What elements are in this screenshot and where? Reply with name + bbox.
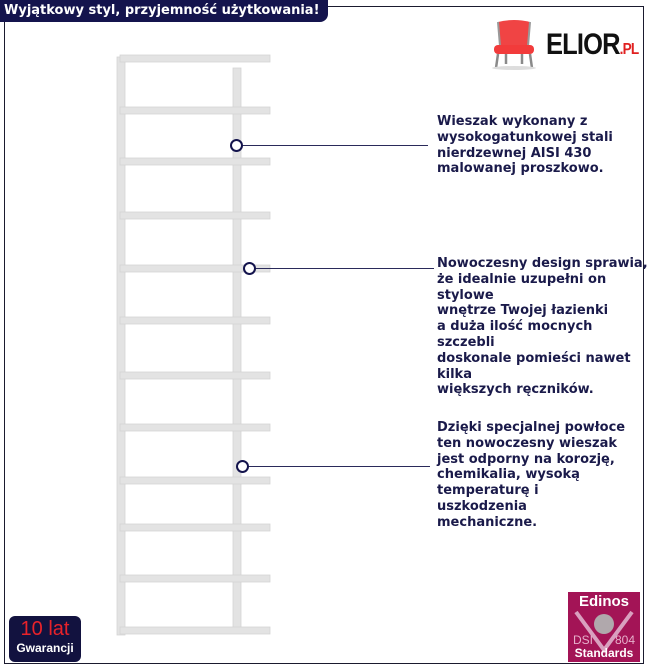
standards-label: Standards bbox=[574, 646, 634, 660]
standards-title: Edinos bbox=[578, 593, 629, 610]
callout-marker-2[interactable] bbox=[243, 262, 256, 275]
callout-line-1 bbox=[240, 145, 428, 146]
header-banner: Wyjątkowy styl, przyjemność użytkowania! bbox=[0, 0, 328, 22]
warranty-years: 10 lat bbox=[20, 618, 70, 640]
warranty-badge bbox=[9, 616, 81, 662]
standards-badge bbox=[568, 592, 640, 662]
callout-text-3: Dzięki specjalnej powłoce ten nowoczesny wieszak jest odporny na korozję, chemikalia, wysoką temperaturę i uszkodzenia mechaniczne. bbox=[437, 420, 626, 530]
warranty-label: Gwarancji bbox=[16, 641, 74, 655]
standards-right: 804 bbox=[614, 633, 635, 647]
callout-marker-1[interactable] bbox=[230, 139, 243, 152]
towel-rack-image bbox=[0, 0, 300, 670]
callout-text-2: Nowoczesny design sprawia, że idealnie uzupełni on stylowe wnętrze Twojej łazienki a duża ilość mocnych szczebli doskonale pomieści nawet kilka większych ręczników. bbox=[437, 256, 648, 398]
callout-line-2 bbox=[254, 268, 434, 269]
red-chair-icon bbox=[486, 18, 542, 70]
brand-logo[interactable] bbox=[486, 18, 646, 70]
standards-left: DSI bbox=[573, 633, 594, 647]
callout-marker-3[interactable] bbox=[236, 460, 249, 473]
callout-text-1: Wieszak wykonany z wysokogatunkowej stali nierdzewnej AISI 430 malowanej proszkowo. bbox=[437, 114, 613, 177]
logo-text: ELIOR.PL bbox=[546, 28, 639, 61]
callout-line-3 bbox=[246, 466, 430, 467]
